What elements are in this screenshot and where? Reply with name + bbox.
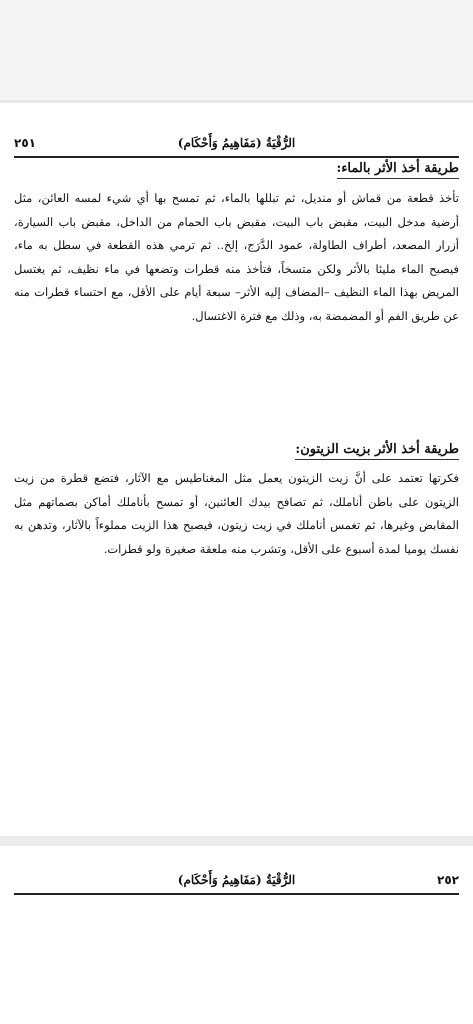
- section-heading-olive-oil: طريقة أخذ الأثر بزيت الزيتون:: [295, 442, 459, 460]
- book-page-251: [0, 103, 473, 836]
- header-rule: [14, 156, 459, 158]
- running-title: الرُّقْيَةُ (مَفَاهِيمُ وَأَحْكَام): [177, 873, 296, 887]
- paragraph-olive-oil-method: فكرتها تعتمد على أنَّ زيت الزيتون يعمل مثل المغناطيس مع الآثار، فتضع قطرة من زيت الزيتون على باطن أناملك، ثم تصافح بيدك العائنين، أو تمسح بأناملك أماكن بصماتهم مثل المقابض وغيرها، ثم تغمس أناملك في زيت زيتون، فيصبح هذا الزيت مملوءاً بالآثار، وتدهن به نفسك يوميا لمدة أسبوع على الأقل، وتشرب منه ملعقة صغيرة ولو قطرات.: [14, 471, 459, 556]
- section-heading-water: طريقة أخذ الأثر بالماء:: [337, 161, 459, 179]
- header-rule: [14, 893, 459, 895]
- page-header: [14, 133, 459, 155]
- page-gap: [0, 836, 473, 846]
- running-title: الرُّقْيَةُ (مَفَاهِيمُ وَأَحْكَام): [177, 136, 296, 150]
- book-page-252: [0, 846, 473, 1024]
- paragraph-water-method: تأخذ قطعة من قماش أو منديل، ثم تبللها بالماء، ثم تمسح بها أي شيء لمسه العائن، مثل أرضية مدخل البيت، مقبض باب البيت، مقبض باب الحمام من الداخل، مقبض باب السيارة، أزرار المصعد، أطراف الطاولة، عمود الدَّرَج، إلخ.. ثم ترمي هذه القطعة في سطل به ماء، فيصبح الماء مليئا بالأثر ولكن متسخاً، فتأخذ منه قطرات وتضعها في ماء نظيف، ثم يغتسل المريض بهذا الماء النظيف –المضاف إليه الأثر– سبعة أيام على الأقل، مع احتساء قطرات منه عن طريق الفم أو المضمضة به، وذلك مع فترة الاغتسال.: [14, 191, 459, 323]
- page-number: ٢٥٢: [437, 873, 459, 887]
- page-number: ٢٥١: [14, 136, 36, 150]
- page-header: [14, 870, 459, 892]
